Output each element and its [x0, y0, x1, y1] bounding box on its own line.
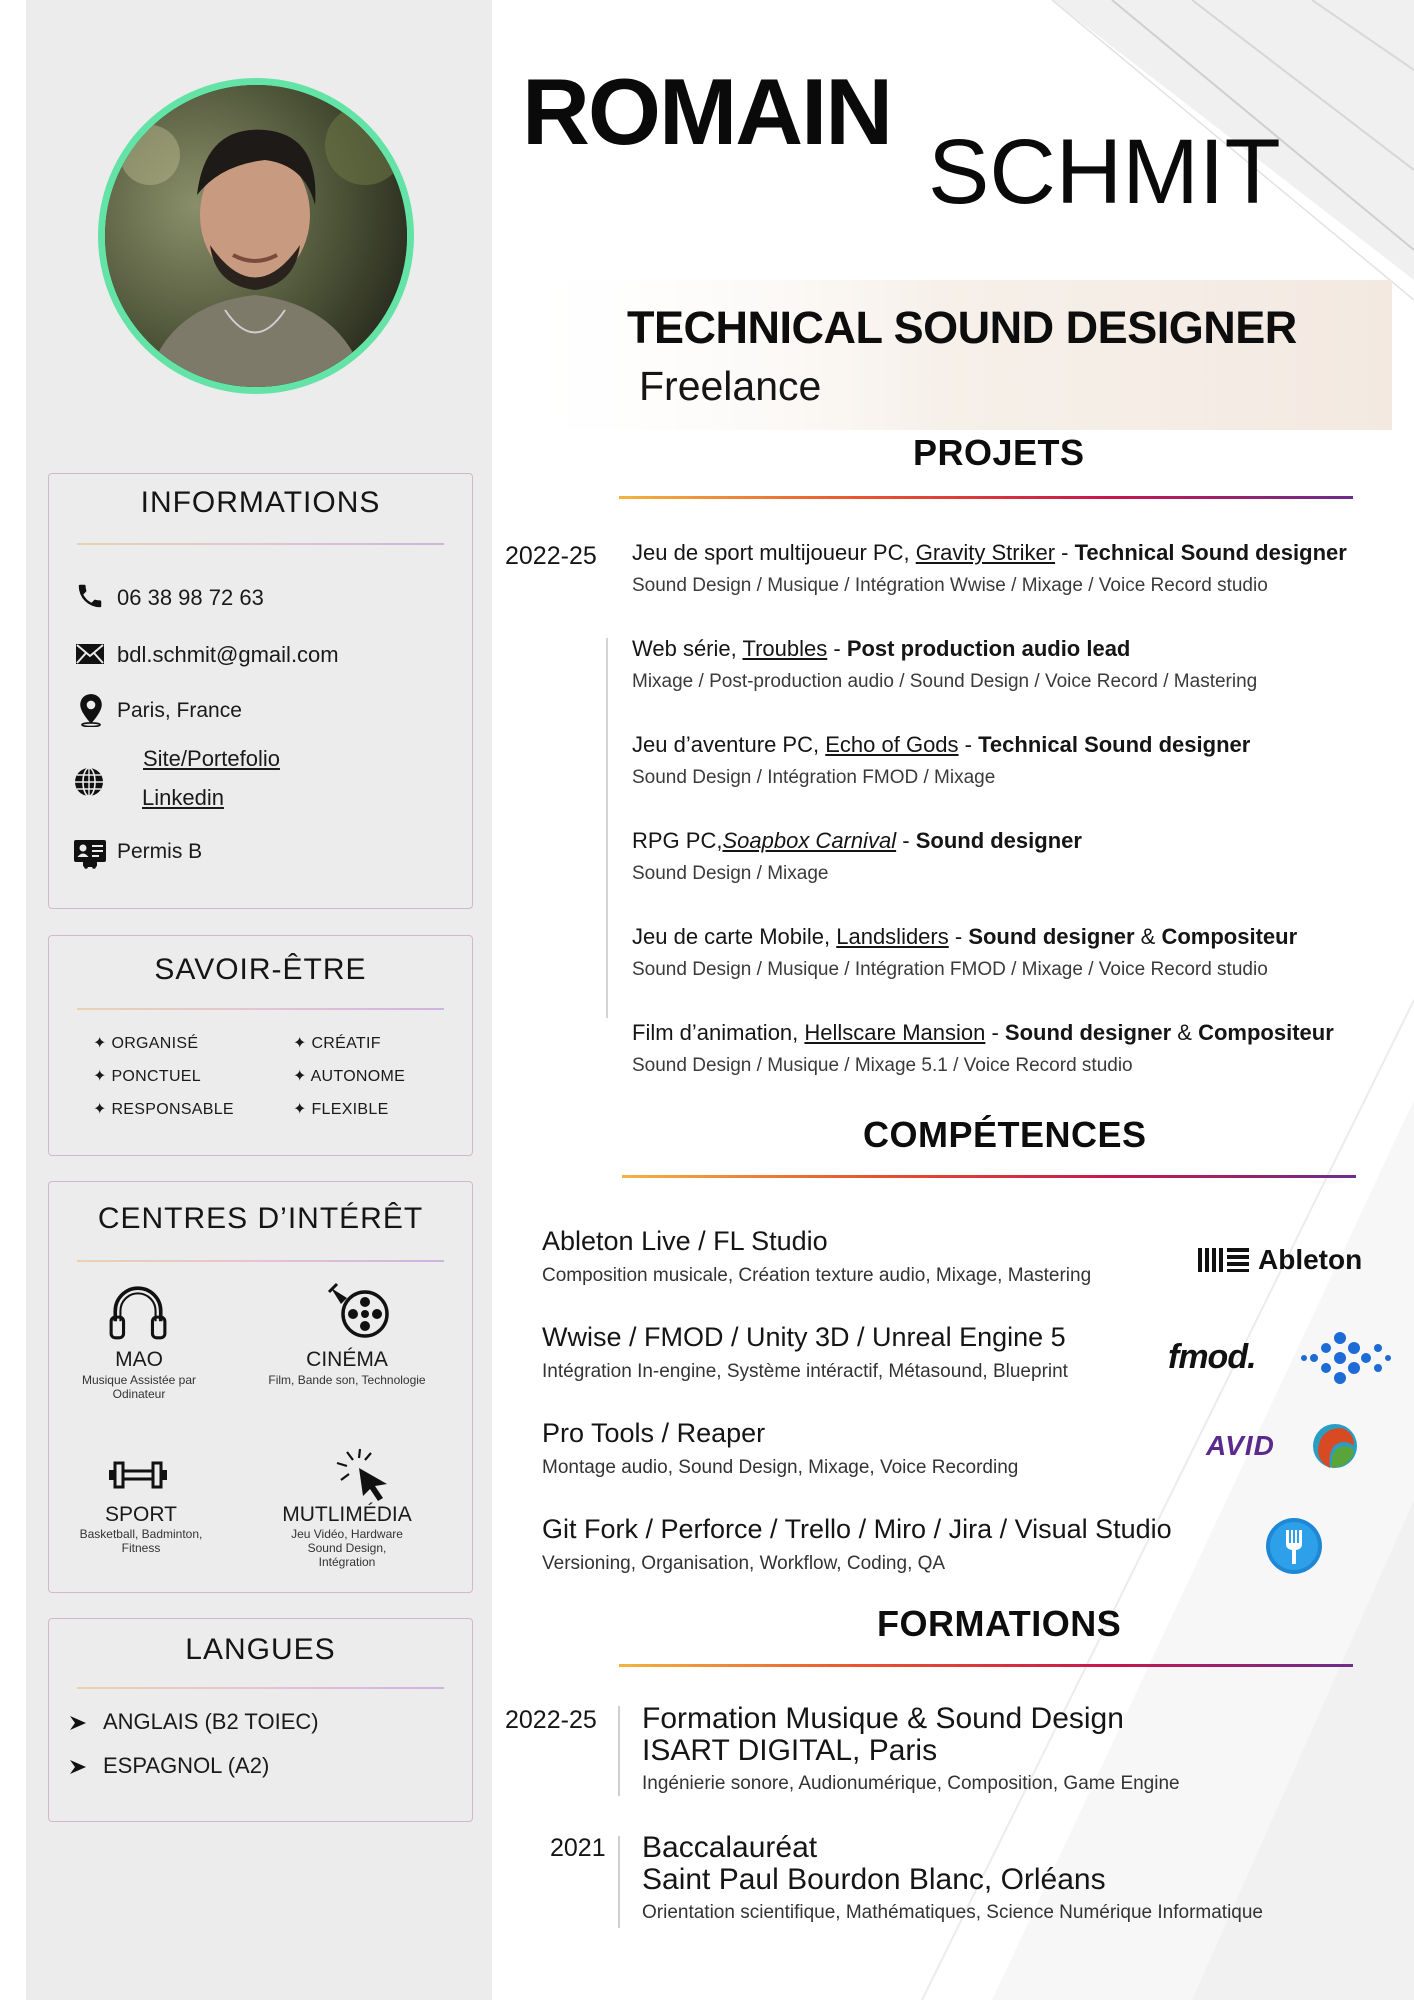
project-details: Sound Design / Musique / Intégration Wwise / Mixage / Voice Record studio — [632, 575, 1268, 596]
hobby-desc: Film, Bande son, Technologie — [268, 1373, 426, 1387]
profile-photo — [98, 78, 414, 394]
wwise-logo-icon — [1300, 1328, 1396, 1388]
section-divider — [619, 1664, 1353, 1667]
project-details: Sound Design / Musique / Mixage 5.1 / Voice Record studio — [632, 1055, 1133, 1076]
divider — [77, 1008, 444, 1010]
project-details: Sound Design / Intégration FMOD / Mixage — [632, 767, 996, 788]
ableton-logo: Ableton — [1198, 1244, 1362, 1276]
savoir-etre-title: SAVOIR-ÊTRE — [154, 953, 367, 986]
project-link[interactable]: Landsliders — [836, 924, 949, 949]
interests-card — [48, 1181, 473, 1593]
project-title: Jeu de carte Mobile, Landsliders - Sound designer & Compositeur — [632, 924, 1298, 949]
location-pin-icon — [77, 693, 105, 727]
project-link[interactable]: Soapbox Carnival — [722, 828, 897, 853]
education-year: 2022-25 — [505, 1706, 597, 1734]
project-link[interactable]: Troubles — [742, 636, 828, 661]
languages-title: LANGUES — [185, 1633, 336, 1666]
arrow-bullet-icon — [69, 1715, 87, 1731]
hobby-title: CINÉMA — [306, 1348, 388, 1371]
project-details: Mixage / Post-production audio / Sound Design / Voice Record / Mastering — [632, 671, 1258, 692]
skill-details: Intégration In-engine, Système intéractif, Métasound, Blueprint — [542, 1361, 1068, 1382]
timeline-line — [618, 1706, 620, 1796]
linkedin-link[interactable]: Linkedin — [142, 785, 224, 810]
hobby-desc: Musique Assistée par Odinateur — [81, 1373, 197, 1401]
portfolio-link[interactable]: Site/Portefolio — [143, 746, 280, 771]
job-title: TECHNICAL SOUND DESIGNER — [627, 302, 1297, 353]
skill-tools: Pro Tools / Reaper — [542, 1418, 766, 1448]
driving-license: Permis B — [117, 840, 203, 863]
skills-heading: COMPÉTENCES — [863, 1114, 1147, 1155]
section-divider — [619, 496, 1353, 499]
education-title: Baccalauréat Saint Paul Bourdon Blanc, Orléans — [642, 1831, 1106, 1896]
quality-item: ✦ ORGANISÉ — [93, 1035, 199, 1052]
first-name: ROMAIN — [522, 59, 892, 164]
savoir-etre-card — [48, 935, 473, 1156]
project-title: Jeu d’aventure PC, Echo of Gods - Technical Sound designer — [632, 732, 1251, 757]
hobby-desc: Basketball, Badminton, Fitness — [79, 1527, 203, 1555]
skill-tools: Git Fork / Perforce / Trello / Miro / Jira / Visual Studio — [542, 1514, 1172, 1544]
phone-icon — [75, 581, 105, 611]
fork-logo-icon — [1264, 1516, 1324, 1576]
location: Paris, France — [117, 699, 242, 722]
language-item: ANGLAIS (B2 TOIEC) — [103, 1709, 319, 1734]
headphones-icon — [107, 1282, 169, 1344]
hobby-title: SPORT — [105, 1503, 177, 1526]
interests-title: CENTRES D’INTÉRÊT — [97, 1202, 424, 1235]
language-item: ESPAGNOL (A2) — [103, 1753, 270, 1778]
skill-details: Versioning, Organisation, Workflow, Coding, QA — [542, 1553, 946, 1574]
quality-item: ✦ RESPONSABLE — [93, 1101, 234, 1118]
education-year: 2021 — [550, 1834, 606, 1862]
hobby-desc: Jeu Vidéo, Hardware Sound Design, Intégration — [291, 1527, 403, 1569]
phone-number: 06 38 98 72 63 — [117, 585, 264, 610]
cursor-click-icon — [333, 1448, 393, 1502]
mail-icon — [75, 642, 105, 666]
divider — [77, 1260, 444, 1262]
project-details: Sound Design / Musique / Intégration FMOD / Mixage / Voice Record studio — [632, 959, 1268, 980]
project-link[interactable]: Echo of Gods — [825, 732, 959, 757]
background-decoration — [492, 0, 1414, 2000]
languages-card — [48, 1618, 473, 1822]
skill-tools: Wwise / FMOD / Unity 3D / Unreal Engine 5 — [542, 1322, 1066, 1352]
dumbbell-icon — [107, 1458, 169, 1492]
project-title: Web série, Troubles - Post production audio lead — [632, 636, 1131, 661]
timeline-line — [618, 1836, 620, 1928]
divider — [77, 1687, 444, 1689]
globe-icon — [73, 766, 105, 798]
quality-item: ✦ CRÉATIF — [293, 1035, 381, 1052]
quality-item: ✦ AUTONOME — [293, 1068, 406, 1085]
last-name: SCHMIT — [928, 121, 1281, 223]
ableton-icon — [1198, 1247, 1250, 1273]
education-details: Ingénierie sonore, Audionumérique, Composition, Game Engine — [642, 1773, 1180, 1794]
arrow-bullet-icon — [69, 1759, 87, 1775]
informations-title: INFORMATIONS — [140, 486, 381, 519]
project-title: Jeu de sport multijoueur PC, Gravity Striker - Technical Sound designer — [632, 540, 1347, 565]
divider — [77, 543, 444, 545]
skill-details: Composition musicale, Création texture audio, Mixage, Mastering — [542, 1265, 1092, 1286]
education-title: Formation Musique & Sound Design ISART DIGITAL, Paris — [642, 1702, 1124, 1767]
quality-item: ✦ PONCTUEL — [93, 1068, 201, 1085]
job-status: Freelance — [639, 363, 822, 409]
education-details: Orientation scientifique, Mathématiques, Science Numérique Informatique — [642, 1902, 1263, 1923]
fmod-logo: fmod. — [1168, 1338, 1256, 1376]
timeline-line — [606, 638, 608, 1018]
film-reel-icon — [327, 1282, 391, 1342]
hobby-title: MAO — [115, 1348, 163, 1371]
project-link[interactable]: Hellscare Mansion — [804, 1020, 986, 1045]
projects-year: 2022-25 — [505, 542, 597, 570]
project-details: Sound Design / Mixage — [632, 863, 829, 884]
driving-license-icon — [73, 837, 107, 869]
quality-item: ✦ FLEXIBLE — [293, 1101, 389, 1118]
project-title: Film d’animation, Hellscare Mansion - Sound designer & Compositeur — [632, 1020, 1334, 1045]
project-title: RPG PC,Soapbox Carnival - Sound designer — [632, 828, 1082, 853]
section-divider — [622, 1175, 1356, 1178]
email-link[interactable]: bdl.schmit@gmail.com — [117, 642, 339, 667]
hobby-title: MUTLIMÉDIA — [282, 1503, 412, 1526]
project-link[interactable]: Gravity Striker — [915, 540, 1056, 565]
skill-details: Montage audio, Sound Design, Mixage, Voice Recording — [542, 1457, 1019, 1478]
reaper-logo-icon — [1310, 1420, 1360, 1472]
avid-logo: AVID — [1206, 1430, 1275, 1461]
skill-tools: Ableton Live / FL Studio — [542, 1226, 828, 1256]
education-heading: FORMATIONS — [877, 1603, 1122, 1644]
informations-card — [48, 473, 473, 909]
projects-heading: PROJETS — [913, 432, 1085, 473]
